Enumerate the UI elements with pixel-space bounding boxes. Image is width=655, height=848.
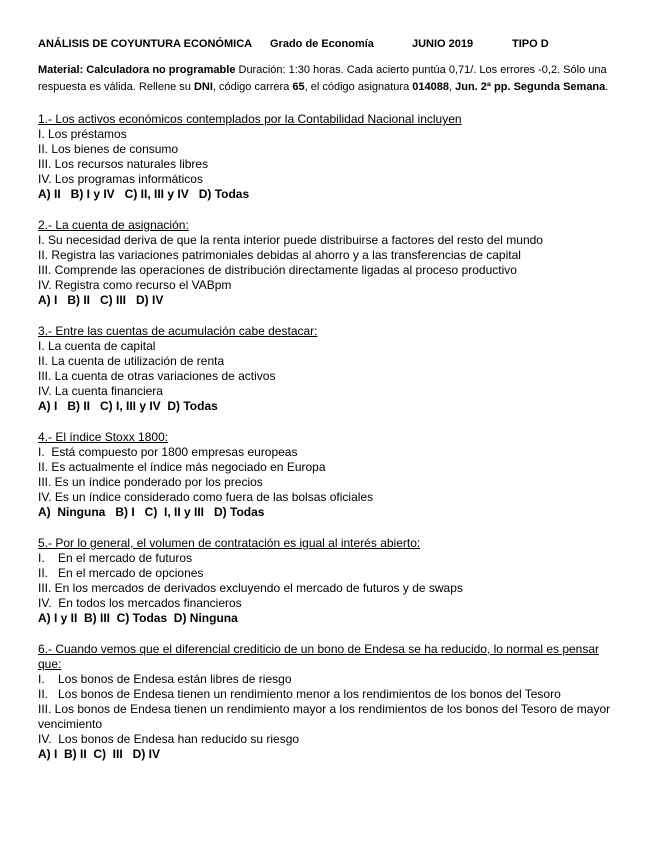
question-4 [38,430,623,520]
question-option: IV. Los programas informáticos [38,172,203,186]
question-option: III. Es un índice ponderado por los precios [38,475,263,489]
question-option: III. Los recursos naturales libres [38,157,209,171]
question-option: II. Registra las variaciones patrimoniales debidas al ahorro y a las transferencias de capital [38,248,521,262]
question-option: I. Está compuesto por 1800 empresas europeas [38,445,298,459]
career-code: 65 [292,81,305,93]
question-option: IV. Es un índice considerado como fuera de las bolsas oficiales [38,490,374,504]
dni-label: DNI [193,81,213,93]
question-option: III. Comprende las operaciones de distribución directamente ligadas al proceso productivo [38,263,517,277]
instructions-text-2: , código carrera [212,81,293,93]
question-option: I. Su necesidad deriva de que la renta interior puede distribuirse a factores del resto del mundo [38,233,543,247]
question-2 [38,218,623,308]
answer-choices: A) II B) I y IV C) II, III y IV D) Todas [38,187,250,201]
question-option: I. Los préstamos [38,127,127,141]
instructions-text-3: , el código asignatura [304,81,413,93]
question-title: 5.- Por lo general, el volumen de contratación es igual al interés abierto: [38,536,421,550]
question-title: 4.- El índice Stoxx 1800: [38,430,169,444]
answer-choices: A) I B) II C) III D) IV [38,747,160,761]
question-option: III. En los mercados de derivados excluyendo el mercado de futuros y de swaps [38,581,463,595]
answer-choices: A) I y II B) III C) Todas D) Ninguna [38,611,238,625]
question-1 [38,112,623,202]
exam-header [38,38,623,54]
question-6 [38,642,623,762]
answer-choices: A) Ninguna B) I C) I, II y III D) Todas [38,505,265,519]
course-title: ANÁLISIS DE COYUNTURA ECONÓMICA [38,38,253,50]
subject-code: 014088 [412,81,449,93]
question-option: III. Los bonos de Endesa tienen un rendimiento mayor a los rendimientos de los bonos del Tesoro de mayor vencimiento [38,702,611,731]
question-option: II. La cuenta de utilización de renta [38,354,225,368]
exam-date: JUNIO 2019 [412,38,474,50]
question-option: I. La cuenta de capital [38,339,156,353]
question-option: IV. Los bonos de Endesa han reducido su riesgo [38,732,300,746]
question-5 [38,536,623,626]
question-title: 3.- Entre las cuentas de acumulación cabe destacar: [38,324,318,338]
instructions [38,62,623,96]
material-label: Material: Calculadora no programable [38,64,236,76]
question-option: IV. En todos los mercados financieros [38,596,242,610]
answer-choices: A) I B) II C) III D) IV [38,293,164,307]
exam-page [38,38,623,762]
instructions-text-5: . [605,81,609,93]
question-option: II. En el mercado de opciones [38,566,204,580]
question-title: 1.- Los activos económicos contemplados por la Contabilidad Nacional incluyen [38,112,462,126]
question-option: IV. La cuenta financiera [38,384,163,398]
question-option: II. Los bonos de Endesa tienen un rendimiento menor a los rendimientos de los bonos del Tesoro [38,687,561,701]
instructions-text-4: , [448,81,456,93]
question-option: III. La cuenta de otras variaciones de activos [38,369,276,383]
instructions-text-1: Duración: 1:30 horas. Cada acierto puntúa 0,71/. Los errores -0,2. Sólo una respuesta es válida. Rellene su [38,64,607,93]
answer-choices: A) I B) II C) I, III y IV D) Todas [38,399,218,413]
question-option: II. Es actualmente el índice más negociado en Europa [38,460,326,474]
degree-name: Grado de Economía [270,38,374,50]
question-title: 2.- La cuenta de asignación: [38,218,189,232]
question-option: I. En el mercado de futuros [38,551,193,565]
question-option: IV. Registra como recurso el VABpm [38,278,232,292]
question-3 [38,324,623,414]
session-label: Jun. 2ª pp. Segunda Semana [455,81,606,93]
question-title: 6.- Cuando vemos que el diferencial crediticio de un bono de Endesa se ha reducido, lo normal es pensar que: [38,642,600,671]
question-option: I. Los bonos de Endesa están libres de riesgo [38,672,292,686]
question-option: II. Los bienes de consumo [38,142,179,156]
exam-type: TIPO D [512,38,549,50]
